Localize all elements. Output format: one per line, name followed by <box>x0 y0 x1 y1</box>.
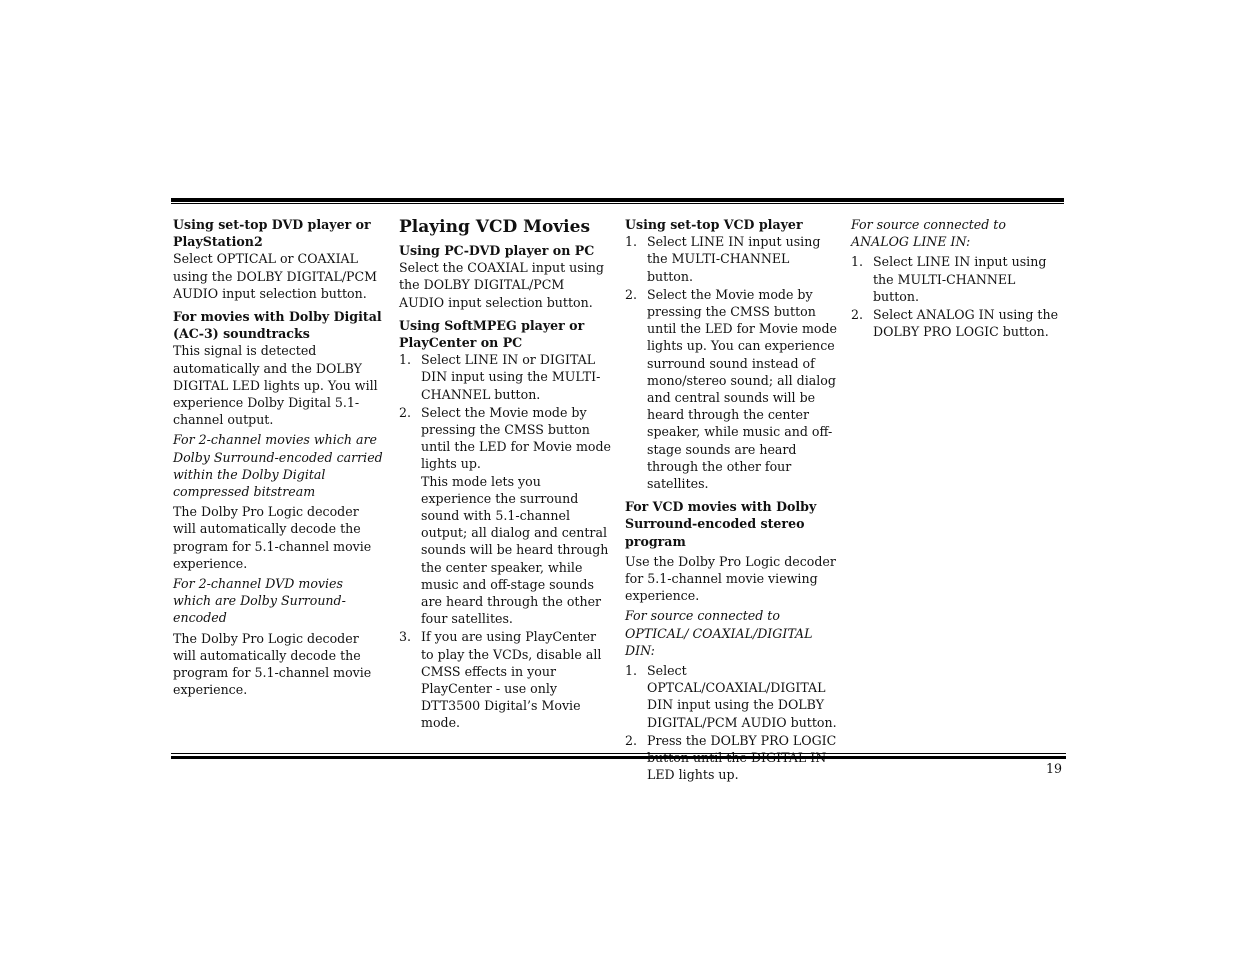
step-number: 2. <box>851 307 864 323</box>
paragraph: Select the COAXIAL input using the DOLBY DIGITAL/PCM AUDIO input selection button. <box>399 260 604 310</box>
heading-vcd-dolby: For VCD movies with Dolby Surround-encoded stereo program <box>625 499 817 549</box>
italic-subheading: For source connected to ANALOG LINE IN: <box>851 217 1006 250</box>
heading-dolby-digital: For movies with Dolby Digital (AC-3) soundtracks <box>173 309 382 342</box>
step-text: Select LINE IN input using the MULTI-CHANNEL button. <box>873 254 1047 304</box>
step-number: 2. <box>399 404 412 420</box>
list-item <box>625 233 837 285</box>
column-4 <box>851 216 1063 341</box>
step-number: 2. <box>625 732 638 748</box>
column-1 <box>173 216 385 698</box>
top-rule-thick <box>171 198 1064 202</box>
list-item <box>399 628 611 731</box>
steps-list <box>625 233 837 492</box>
list-item <box>625 286 837 492</box>
bottom-rule-thin <box>171 753 1066 754</box>
paragraph: The Dolby Pro Logic decoder will automatically decode the program for 5.1-channel movie experience. <box>173 630 372 698</box>
steps-list <box>851 253 1063 340</box>
column-3 <box>625 216 837 785</box>
heading-softmpeg: Using SoftMPEG player or PlayCenter on PC <box>399 317 585 351</box>
list-item <box>851 306 1063 340</box>
section-title: Playing VCD Movies <box>399 217 591 237</box>
step-text: Select LINE IN input using the MULTI-CHANNEL button. <box>647 234 821 284</box>
list-item <box>399 404 611 628</box>
list-item <box>851 253 1063 305</box>
list-item <box>625 662 837 731</box>
step-text: Select ANALOG IN using the DOLBY PRO LOGIC button. <box>873 307 1059 340</box>
heading-settop-vcd: Using set-top VCD player <box>625 217 803 232</box>
italic-subheading: For 2-channel movies which are Dolby Surround-encoded carried within the Dolby Digital compressed bitstream <box>173 432 383 500</box>
step-number: 2. <box>625 286 638 302</box>
column-2 <box>399 216 611 733</box>
paragraph: Select OPTICAL or COAXIAL using the DOLBY DIGITAL/PCM AUDIO input selection button. <box>173 251 378 301</box>
page-number: 19 <box>1045 761 1062 776</box>
step-text: If you are using PlayCenter to play the VCDs, disable all CMSS effects in your PlayCenter - use only DTT3500 Digital’s Movie mode. <box>421 629 602 731</box>
italic-subheading: For 2-channel DVD movies which are Dolby Surround-encoded <box>173 576 346 626</box>
top-rule-thin <box>171 203 1064 204</box>
heading-settop-dvd: Using set-top DVD player or PlayStation2 <box>173 217 371 250</box>
paragraph: The Dolby Pro Logic decoder will automatically decode the program for 5.1-channel movie experience. <box>173 504 372 571</box>
italic-subheading: For source connected to OPTICAL/ COAXIAL/DIGITAL DIN: <box>625 608 813 658</box>
step-text: Press the DOLBY PRO LOGIC LED lights up. <box>647 732 837 783</box>
step-number: 1. <box>625 234 638 250</box>
bottom-rule-thick <box>171 756 1066 759</box>
paragraph: This signal is detected automatically and the DOLBY DIGITAL LED lights up. You will experience Dolby Digital 5.1-channel output. <box>173 343 378 428</box>
paragraph: Use the Dolby Pro Logic decoder for 5.1-channel movie viewing experience. <box>625 553 836 604</box>
step-text: Select LINE IN or DIGITAL DIN input using the MULTI-CHANNEL button. <box>421 352 601 402</box>
bottom-rule <box>171 753 1066 759</box>
step-text: Select the Movie mode by pressing the CMSS button until the LED for Movie mode lights up. <box>421 404 612 472</box>
step-text: Select the Movie mode by pressing the CMSS button until the LED for Movie mode lights up. You can experience surround sound instead of mono/stereo sound; all dialog and central sounds will be heard through the center speaker, while music and off-stage sounds are heard through the other four satellites. <box>647 286 838 492</box>
heading-pc-dvd: Using PC-DVD player on PC <box>399 243 595 258</box>
list-item <box>399 351 611 403</box>
step-text: Select OPTCAL/COAXIAL/DIGITAL DIN input using the DOLBY DIGITAL/PCM AUDIO button. <box>647 663 837 730</box>
steps-list <box>625 662 837 783</box>
step-number: 1. <box>851 254 864 270</box>
top-rule <box>171 198 1064 204</box>
step-number: 1. <box>625 663 638 679</box>
step-number: 1. <box>399 352 412 368</box>
step-number: 3. <box>399 629 412 645</box>
step-extra-text: This mode lets you experience the surround sound with 5.1-channel output; all dialog and central sounds will be heard through the center speaker, while music and off-stage sounds are heard through the other four satellites. <box>421 473 609 627</box>
steps-list <box>399 351 611 731</box>
